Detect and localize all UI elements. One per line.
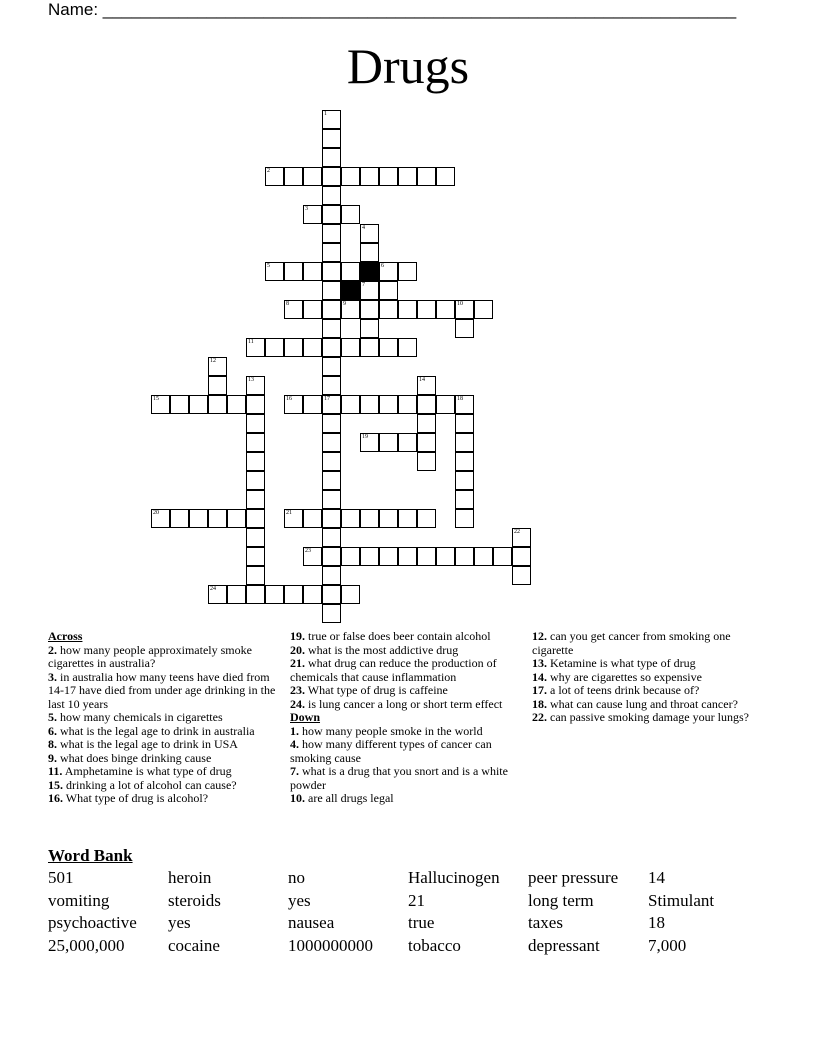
clue-down-14: 14. why are cigarettes so expensive xyxy=(532,669,702,684)
clue-number: 3 xyxy=(305,206,308,212)
grid-cell[interactable] xyxy=(322,452,341,471)
word-bank-word: heroin xyxy=(168,868,212,887)
word-bank-word: taxes xyxy=(528,913,563,932)
clue-number: 14 xyxy=(419,377,425,383)
grid-cell[interactable] xyxy=(246,490,265,509)
word-bank-word: peer pressure xyxy=(528,868,619,887)
grid-cell[interactable] xyxy=(360,281,379,300)
grid-cell[interactable] xyxy=(208,509,227,528)
clue-number: 23 xyxy=(305,548,311,554)
grid-cell[interactable] xyxy=(417,509,436,528)
clue-number: 21 xyxy=(286,510,292,516)
clue-number: 20 xyxy=(153,510,159,516)
grid-cell[interactable] xyxy=(284,395,303,414)
word-bank-word: 25,000,000 xyxy=(48,936,125,955)
clue-across-8: 8. what is the legal age to drink in USA xyxy=(48,737,238,751)
clue-across-16: 16. What type of drug is alcohol? xyxy=(48,791,209,805)
grid-cell[interactable] xyxy=(208,376,227,395)
grid-cell[interactable] xyxy=(341,300,360,319)
grid-cell[interactable] xyxy=(322,395,341,414)
grid-cell[interactable] xyxy=(322,547,341,566)
clue-number: 5 xyxy=(267,263,270,269)
clue-number: 6 xyxy=(381,263,384,269)
grid-cell[interactable] xyxy=(493,547,512,566)
word-bank-word: 1000000000 xyxy=(288,936,373,955)
across-heading: Across xyxy=(48,629,83,643)
grid-cell[interactable] xyxy=(417,395,436,414)
grid-cell[interactable] xyxy=(322,110,341,129)
grid-cell[interactable] xyxy=(322,148,341,167)
grid-cell[interactable] xyxy=(360,509,379,528)
clues-column-3 xyxy=(532,630,768,725)
clue-number: 19 xyxy=(362,434,368,440)
clue-number: 13 xyxy=(248,377,254,383)
grid-cell[interactable] xyxy=(341,509,360,528)
grid-cell[interactable] xyxy=(455,395,474,414)
grid-cell[interactable] xyxy=(284,262,303,281)
clue-down-18: 18. what can cause lung and throat cancer? xyxy=(532,696,738,711)
grid-cell[interactable] xyxy=(246,433,265,452)
clue-across-24: 24. is lung cancer a long or short term effect xyxy=(290,696,503,711)
grid-cell[interactable] xyxy=(379,547,398,566)
grid-cell[interactable] xyxy=(398,509,417,528)
clue-number: 4 xyxy=(362,225,365,231)
grid-cell[interactable] xyxy=(417,300,436,319)
grid-cell[interactable] xyxy=(246,452,265,471)
grid-cell[interactable] xyxy=(322,281,341,300)
grid-cell[interactable] xyxy=(379,395,398,414)
grid-cell[interactable] xyxy=(265,585,284,604)
grid-cell[interactable] xyxy=(322,566,341,585)
grid-cell[interactable] xyxy=(322,433,341,452)
grid-cell[interactable] xyxy=(455,547,474,566)
clue-number: 16 xyxy=(286,396,292,402)
grid-cell[interactable] xyxy=(322,338,341,357)
grid-cell[interactable] xyxy=(284,338,303,357)
grid-cell[interactable] xyxy=(284,509,303,528)
grid-cell[interactable] xyxy=(322,528,341,547)
grid-cell[interactable] xyxy=(189,509,208,528)
grid-cell[interactable] xyxy=(303,585,322,604)
grid-cell[interactable] xyxy=(455,471,474,490)
grid-cell[interactable] xyxy=(379,167,398,186)
clue-across-3: 3. in australia how many teens have died from 14-17 have died from under age drinking in the last 10 years xyxy=(48,669,276,711)
clue-number: 2 xyxy=(267,168,270,174)
grid-cell[interactable] xyxy=(379,262,398,281)
word-bank-word: vomiting xyxy=(48,891,110,910)
grid-cell[interactable] xyxy=(360,167,379,186)
clue-number: 7 xyxy=(362,282,365,288)
grid-cell[interactable] xyxy=(322,319,341,338)
grid-cell[interactable] xyxy=(360,338,379,357)
grid-cell[interactable] xyxy=(379,300,398,319)
grid-cell[interactable] xyxy=(341,585,360,604)
grid-cell[interactable] xyxy=(265,167,284,186)
grid-cell[interactable] xyxy=(246,376,265,395)
grid-cell[interactable] xyxy=(303,300,322,319)
grid-cell[interactable] xyxy=(341,205,360,224)
grid-cell[interactable] xyxy=(322,414,341,433)
clue-across-15: 15. drinking a lot of alcohol can cause? xyxy=(48,777,237,792)
grid-cell[interactable] xyxy=(360,395,379,414)
grid-cell[interactable] xyxy=(360,243,379,262)
grid-cell[interactable] xyxy=(341,547,360,566)
grid-cell[interactable] xyxy=(322,186,341,205)
grid-cell[interactable] xyxy=(436,547,455,566)
grid-cell[interactable] xyxy=(379,281,398,300)
grid-cell[interactable] xyxy=(303,167,322,186)
name-field-line[interactable]: Name: ___________________________________________________________________ xyxy=(48,0,737,19)
grid-cell[interactable] xyxy=(417,376,436,395)
clue-number: 8 xyxy=(286,301,289,307)
grid-cell[interactable] xyxy=(322,243,341,262)
clue-across-9: 9. what does binge drinking cause xyxy=(48,750,212,765)
clue-number: 22 xyxy=(514,529,520,535)
grid-cell[interactable] xyxy=(360,433,379,452)
clue-across-21: 21. what drug can reduce the production of chemicals that cause inflammation xyxy=(290,656,497,684)
word-bank-word: depressant xyxy=(528,936,600,955)
grid-cell[interactable] xyxy=(322,585,341,604)
grid-cell[interactable] xyxy=(398,395,417,414)
grid-cell[interactable] xyxy=(455,433,474,452)
grid-cell[interactable] xyxy=(265,262,284,281)
word-bank-word: tobacco xyxy=(408,936,461,955)
grid-cell[interactable] xyxy=(322,471,341,490)
grid-cell[interactable] xyxy=(398,433,417,452)
grid-cell[interactable] xyxy=(360,547,379,566)
grid-cell[interactable] xyxy=(284,585,303,604)
grid-cell[interactable] xyxy=(322,224,341,243)
grid-cell[interactable] xyxy=(208,357,227,376)
clue-number: 11 xyxy=(248,339,254,345)
clue-number: 15 xyxy=(153,396,159,402)
word-bank-word: 21 xyxy=(408,891,425,910)
grid-cell[interactable] xyxy=(455,452,474,471)
clue-down-7: 7. what is a drug that you snort and is a white powder xyxy=(290,764,508,792)
grid-cell[interactable] xyxy=(227,395,246,414)
word-bank-word: true xyxy=(408,913,435,932)
grid-cell[interactable] xyxy=(322,300,341,319)
word-bank-word: steroids xyxy=(168,891,221,910)
clue-number: 12 xyxy=(210,358,216,364)
grid-cell[interactable] xyxy=(398,547,417,566)
grid-cell[interactable] xyxy=(417,433,436,452)
grid-cell[interactable] xyxy=(379,338,398,357)
grid-cell[interactable] xyxy=(455,414,474,433)
clue-down-10: 10. are all drugs legal xyxy=(290,791,394,805)
clue-down-22: 22. can passive smoking damage your lungs? xyxy=(532,710,749,724)
grid-cell[interactable] xyxy=(246,395,265,414)
grid-cell[interactable] xyxy=(436,300,455,319)
clue-down-17: 17. a lot of teens drink because of? xyxy=(532,683,700,697)
grid-cell[interactable] xyxy=(322,604,341,623)
clue-down-13: 13. Ketamine is what type of drug xyxy=(532,656,696,670)
grid-cell[interactable] xyxy=(208,585,227,604)
grid-cell[interactable] xyxy=(151,509,170,528)
grid-cell[interactable] xyxy=(303,262,322,281)
word-bank-word: 18 xyxy=(648,913,665,932)
grid-cell[interactable] xyxy=(284,300,303,319)
grid-cell[interactable] xyxy=(512,547,531,566)
clue-across-23: 23. What type of drug is caffeine xyxy=(290,683,448,697)
grid-cell[interactable] xyxy=(379,433,398,452)
grid-cell[interactable] xyxy=(322,490,341,509)
grid-cell[interactable] xyxy=(265,338,284,357)
clue-number: 24 xyxy=(210,586,216,592)
clue-number: 17 xyxy=(324,396,330,402)
grid-cell[interactable] xyxy=(303,395,322,414)
clue-down-4: 4. how many different types of cancer can smoking cause xyxy=(290,737,492,765)
clue-down-12: 12. can you get cancer from smoking one cigarette xyxy=(532,629,731,657)
grid-cell[interactable] xyxy=(474,300,493,319)
grid-cell[interactable] xyxy=(398,300,417,319)
grid-cell[interactable] xyxy=(303,547,322,566)
clue-across-2: 2. how many people approximately smoke cigarettes in australia? xyxy=(48,642,252,670)
grid-cell[interactable] xyxy=(303,205,322,224)
grid-cell[interactable] xyxy=(208,395,227,414)
grid-cell[interactable] xyxy=(436,395,455,414)
clue-across-5: 5. how many chemicals in cigarettes xyxy=(48,710,223,724)
grid-cell[interactable] xyxy=(398,167,417,186)
grid-cell[interactable] xyxy=(512,566,531,585)
word-bank-heading: Word Bank xyxy=(48,846,133,865)
grid-cell[interactable] xyxy=(341,167,360,186)
grid-cell[interactable] xyxy=(341,395,360,414)
grid-cell[interactable] xyxy=(303,338,322,357)
grid-cell[interactable] xyxy=(151,395,170,414)
grid-cell[interactable] xyxy=(303,509,322,528)
word-bank-word: long term xyxy=(528,891,594,910)
word-bank-word: 7,000 xyxy=(648,936,687,955)
grid-cell[interactable] xyxy=(512,528,531,547)
word-bank-word: yes xyxy=(168,913,191,932)
grid-cell[interactable] xyxy=(284,167,303,186)
grid-cell[interactable] xyxy=(322,376,341,395)
clue-across-6: 6. what is the legal age to drink in australia xyxy=(48,723,255,738)
grid-cell[interactable] xyxy=(322,357,341,376)
grid-cell[interactable] xyxy=(417,167,436,186)
word-bank-word: Hallucinogen xyxy=(408,868,500,887)
page-title: Drugs xyxy=(346,38,470,94)
grid-cell[interactable] xyxy=(417,547,436,566)
grid-cell[interactable] xyxy=(341,338,360,357)
clue-number: 18 xyxy=(457,396,463,402)
down-heading: Down xyxy=(290,710,321,724)
grid-cell[interactable] xyxy=(398,262,417,281)
clue-across-11: 11. Amphetamine is what type of drug xyxy=(48,764,232,778)
clues-column-1 xyxy=(48,630,280,806)
grid-cell[interactable] xyxy=(246,528,265,547)
grid-cell[interactable] xyxy=(322,167,341,186)
word-bank-word: psychoactive xyxy=(48,913,137,932)
grid-cell[interactable] xyxy=(360,224,379,243)
grid-cell[interactable] xyxy=(246,509,265,528)
word-bank-word: nausea xyxy=(288,913,335,932)
clue-across-20: 20. what is the most addictive drug xyxy=(290,642,459,657)
grid-cell[interactable] xyxy=(455,509,474,528)
grid-cell[interactable] xyxy=(246,471,265,490)
grid-cell[interactable] xyxy=(455,490,474,509)
grid-cell[interactable] xyxy=(227,585,246,604)
grid-cell[interactable] xyxy=(322,205,341,224)
word-bank-word: yes xyxy=(288,891,311,910)
grid-cell[interactable] xyxy=(246,414,265,433)
grid-cell[interactable] xyxy=(360,319,379,338)
clue-number: 9 xyxy=(343,301,346,307)
clues-column-2 xyxy=(290,630,515,806)
grid-cell[interactable] xyxy=(474,547,493,566)
grid-cell[interactable] xyxy=(417,452,436,471)
grid-cell[interactable] xyxy=(246,585,265,604)
grid-cell[interactable] xyxy=(170,395,189,414)
clue-number: 1 xyxy=(324,111,327,117)
clue-across-19: 19. true or false does beer contain alcohol xyxy=(290,629,491,643)
grid-cell[interactable] xyxy=(246,566,265,585)
grid-cell[interactable] xyxy=(455,300,474,319)
grid-cell[interactable] xyxy=(436,167,455,186)
grid-cell[interactable] xyxy=(246,547,265,566)
black-square xyxy=(360,262,379,281)
grid-cell[interactable] xyxy=(360,300,379,319)
grid-cell[interactable] xyxy=(379,509,398,528)
grid-cell[interactable] xyxy=(189,395,208,414)
grid-cell[interactable] xyxy=(341,262,360,281)
grid-cell[interactable] xyxy=(417,414,436,433)
word-bank-word: 14 xyxy=(648,868,665,887)
grid-cell[interactable] xyxy=(322,262,341,281)
grid-cell[interactable] xyxy=(170,509,189,528)
grid-cell[interactable] xyxy=(227,509,246,528)
clue-number: 10 xyxy=(457,301,463,307)
grid-cell[interactable] xyxy=(322,509,341,528)
word-bank-word: Stimulant xyxy=(648,891,715,910)
word-bank-word: no xyxy=(288,868,305,887)
grid-cell[interactable] xyxy=(398,338,417,357)
word-bank-word: 501 xyxy=(48,868,74,887)
black-square xyxy=(341,281,360,300)
word-bank-word: cocaine xyxy=(168,936,220,955)
grid-cell[interactable] xyxy=(455,319,474,338)
grid-cell[interactable] xyxy=(322,129,341,148)
grid-cell[interactable] xyxy=(246,338,265,357)
clue-down-1: 1. how many people smoke in the world xyxy=(290,723,483,738)
